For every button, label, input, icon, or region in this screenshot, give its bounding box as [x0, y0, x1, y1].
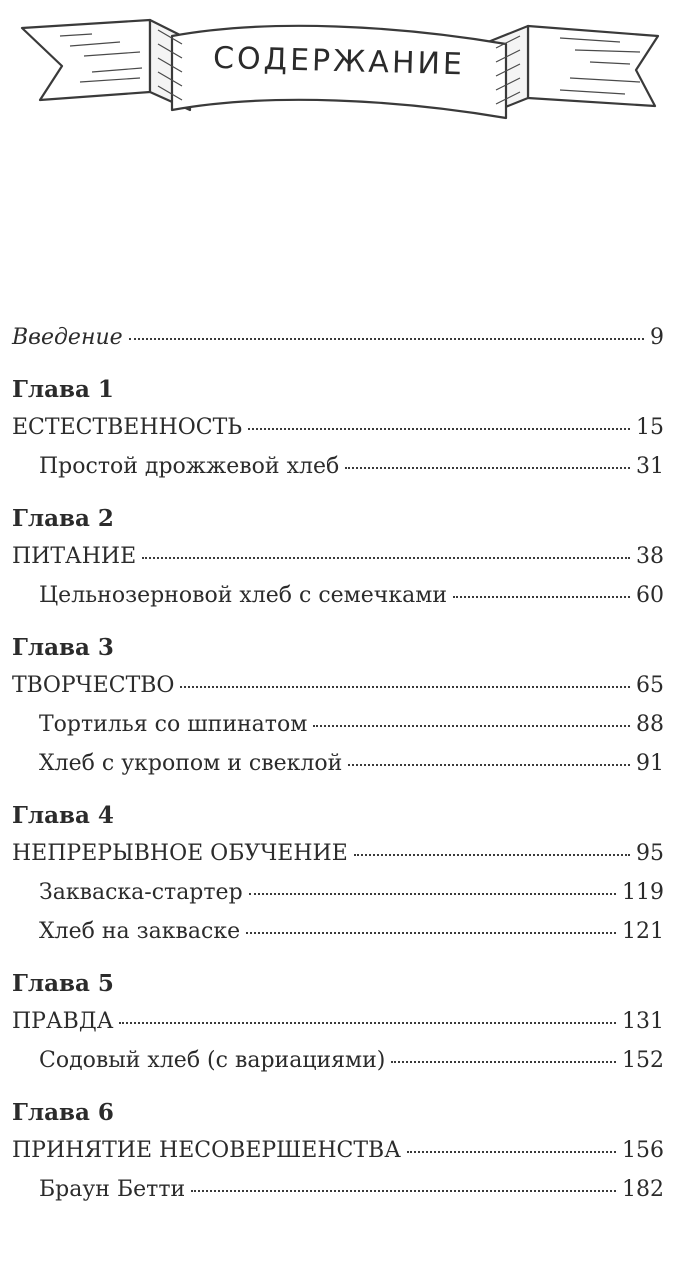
toc-page: 65	[636, 673, 664, 698]
dot-leader	[129, 338, 644, 340]
dot-leader	[348, 764, 630, 766]
dot-leader	[249, 893, 616, 895]
toc-label: Цельнозерновой хлеб с семечками	[39, 583, 447, 608]
toc-label: Браун Бетти	[39, 1177, 186, 1202]
toc-page: 131	[622, 1009, 664, 1034]
toc-page: 15	[636, 415, 664, 440]
toc-page: 60	[636, 583, 664, 608]
toc-page: 121	[622, 919, 664, 944]
chapter-heading: Глава 6	[12, 1099, 114, 1126]
toc-page: 38	[636, 544, 664, 569]
toc-label: ПРАВДА	[12, 1009, 114, 1034]
toc-label: Хлеб на закваске	[39, 919, 241, 944]
dot-leader	[180, 686, 630, 688]
toc-recipe[interactable]	[12, 873, 664, 912]
toc-page: 119	[622, 880, 664, 905]
chapter-heading: Глава 2	[12, 505, 114, 532]
toc-recipe[interactable]	[12, 1041, 664, 1080]
chapter-heading: Глава 3	[12, 634, 114, 661]
toc-chapter-title[interactable]	[12, 1131, 664, 1170]
dot-leader	[313, 725, 630, 727]
chapter-heading: Глава 4	[12, 802, 114, 829]
toc-label: Закваска-стартер	[39, 880, 243, 905]
toc-page: 91	[636, 751, 664, 776]
dot-leader	[354, 854, 630, 856]
toc-chapter-title[interactable]	[12, 537, 664, 576]
dot-leader	[191, 1190, 616, 1192]
toc-label: НЕПРЕРЫВНОЕ ОБУЧЕНИЕ	[12, 841, 348, 866]
toc-recipe[interactable]	[12, 912, 664, 951]
toc-page: 9	[650, 325, 664, 350]
table-of-contents	[12, 318, 664, 1209]
toc-label: ТВОРЧЕСТВО	[12, 673, 175, 698]
toc-page: 156	[622, 1138, 664, 1163]
dot-leader	[407, 1151, 616, 1153]
toc-page: 182	[622, 1177, 664, 1202]
toc-chapter-title[interactable]	[12, 834, 664, 873]
toc-page: 88	[636, 712, 664, 737]
page-title: СОДЕРЖАНИЕ	[212, 40, 466, 83]
dot-leader	[119, 1022, 616, 1024]
dot-leader	[248, 428, 630, 430]
toc-recipe[interactable]	[12, 1170, 664, 1209]
toc-recipe[interactable]	[12, 705, 664, 744]
toc-label: Тортилья со шпинатом	[39, 712, 308, 737]
dot-leader	[142, 557, 630, 559]
toc-intro[interactable]	[12, 318, 664, 357]
chapter-heading: Глава 1	[12, 376, 114, 403]
dot-leader	[453, 596, 630, 598]
dot-leader	[246, 932, 616, 934]
toc-recipe[interactable]	[12, 744, 664, 783]
toc-chapter-title[interactable]	[12, 408, 664, 447]
toc-label: Хлеб с укропом и свеклой	[39, 751, 343, 776]
dot-leader	[391, 1061, 616, 1063]
toc-recipe[interactable]	[12, 576, 664, 615]
toc-label: Введение	[12, 325, 123, 350]
toc-page: 95	[636, 841, 664, 866]
dot-leader	[345, 467, 630, 469]
toc-chapter-title[interactable]	[12, 666, 664, 705]
toc-recipe[interactable]	[12, 447, 664, 486]
toc-label: ЕСТЕСТВЕННОСТЬ	[12, 415, 243, 440]
toc-label: Простой дрожжевой хлеб	[39, 454, 340, 479]
toc-label: ПРИНЯТИЕ НЕСОВЕРШЕНСТВА	[12, 1138, 401, 1163]
chapter-heading: Глава 5	[12, 970, 114, 997]
toc-page: 31	[636, 454, 664, 479]
toc-label: Содовый хлеб (с вариациями)	[39, 1048, 386, 1073]
toc-chapter-title[interactable]	[12, 1002, 664, 1041]
toc-page: 152	[622, 1048, 664, 1073]
toc-label: ПИТАНИЕ	[12, 544, 137, 569]
